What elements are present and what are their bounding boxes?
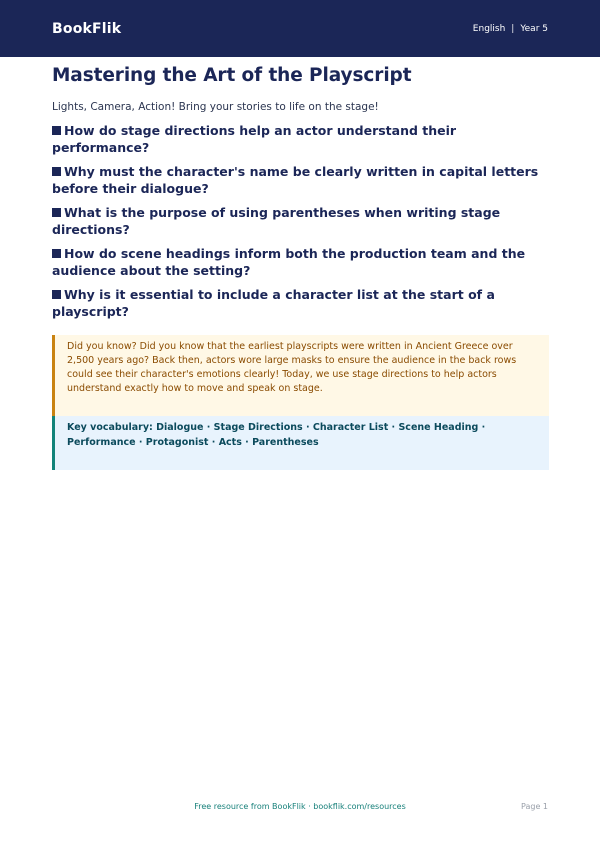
meta-separator: | [511, 23, 515, 34]
brand-logo[interactable]: BookFlik [52, 20, 122, 37]
did-you-know-box: Did you know? Did you know that the earliest playscripts were written in Ancient Greece over 2,500 years ago? Back then, actors wore large masks to ensure the audience in the back rows could see their character's emotions clearly! Today, we use stage directions to help actors understand exactly how to move and speak on stage. [52, 335, 549, 416]
question-item [52, 286, 549, 320]
question-item [52, 163, 549, 197]
question-text: Why must the character's name be clearly written in capital letters before their dialogue? [52, 164, 539, 196]
question-text: What is the purpose of using parentheses when writing stage directions? [52, 205, 501, 237]
question-item [52, 122, 549, 156]
question-text: Why is it essential to include a character list at the start of a playscript? [52, 287, 495, 319]
page-title: Mastering the Art of the Playscript [52, 65, 412, 86]
question-text: How do scene headings inform both the production team and the audience about the setting? [52, 246, 526, 278]
main-content [52, 64, 549, 470]
question-list [52, 122, 549, 320]
page-subtitle: Lights, Camera, Action! Bring your stories to life on the stage! [52, 101, 379, 113]
subject-label: English [472, 23, 506, 34]
question-item [52, 245, 549, 279]
year-label: Year 5 [520, 23, 548, 34]
square-bullet-icon [52, 126, 61, 135]
vocabulary-box: Key vocabulary: Dialogue · Stage Directions · Character List · Scene Heading · Performance · Protagonist · Acts · Parentheses [52, 416, 549, 470]
footer-link-text[interactable]: Free resource from BookFlik · bookflik.com/resources [194, 802, 406, 811]
square-bullet-icon [52, 290, 61, 299]
footer-link[interactable] [0, 802, 600, 811]
square-bullet-icon [52, 167, 61, 176]
page-number: Page 1 [521, 802, 548, 811]
square-bullet-icon [52, 208, 61, 217]
header-bar [0, 0, 600, 57]
header-meta [473, 24, 548, 34]
square-bullet-icon [52, 249, 61, 258]
question-text: How do stage directions help an actor understand their performance? [52, 123, 457, 155]
question-item [52, 204, 549, 238]
